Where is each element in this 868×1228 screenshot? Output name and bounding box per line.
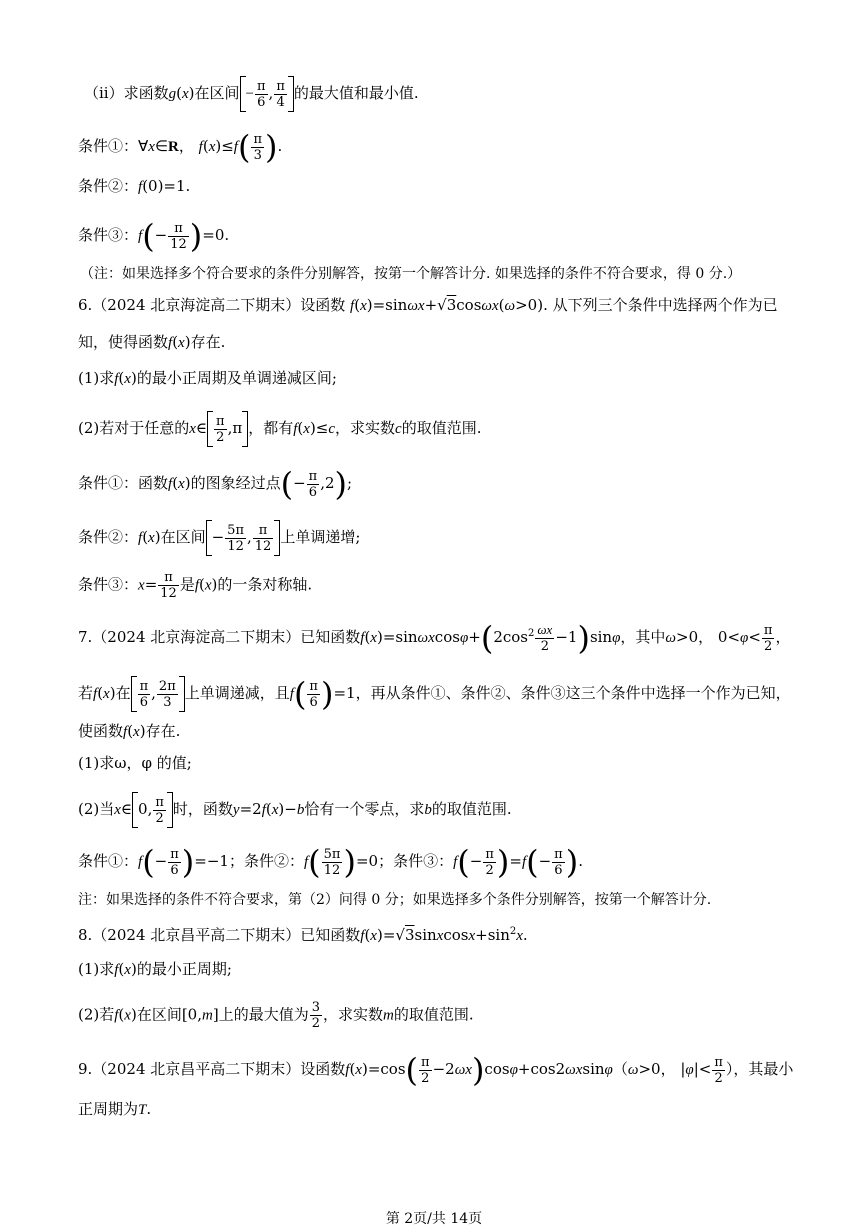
question-7-part-1: (1)求ω，φ 的值; — [78, 754, 192, 772]
question-8-stem: 8.（2024 北京昌平高二下期末）已知函数$f(x)=√3sinxcosx+\sin^2x$. — [78, 926, 528, 944]
condition-2: 条件②：f(0)=1. — [78, 177, 191, 195]
question-7-part-2: (2)当x∈ 0, $\frac{\pi}{2}$ 时，函数y=2f(x)−b恰有一个零点，求b的取值范围. — [78, 792, 808, 828]
question-6-part-1: (1)求f(x)的最小正周期及单调递减区间; — [78, 369, 337, 387]
question-6-stem-2: 知，使得函数f(x)存在. — [78, 333, 226, 351]
question-7-stem-2: 若f(x)在 $\frac{\pi}{6}$ , $\frac{2\pi}{3}$ 上单调递减，且f( $\frac{\pi}{6}$ )=1，再从条件①、条件②、条件③这三个条件中选择一个作为已知， — [78, 675, 791, 713]
question-6-stem: 6.（2024 北京海淀高二下期末）设函数 f(x)=sinωx+√3cosωx(ω>0). 从下列三个条件中选择两个作为已 — [78, 296, 778, 314]
page-footer: 第 2页/共 14页 — [385, 1211, 483, 1227]
question-9-stem-2: 正周期为T. — [78, 1100, 152, 1118]
question-9-stem: 9.（2024 北京昌平高二下期末）设函数f(x)=cos( $\frac{\pi}{2}$ −2ωx)cosφ+cos2ωxsinφ（ω>0， |φ|< $\frac{\pi}{2}$ ），其最小 — [78, 1051, 794, 1089]
question-6-condition-2: 条件②：f(x)在区间 − $\frac{5\pi}{12}$ , $\frac{\pi}{12}$ 上单调递增; — [78, 520, 808, 556]
question-6-condition-3: 条件③：x= $\frac{\pi}{12}$ 是f(x)的一条对称轴. — [78, 570, 313, 601]
question-7-stem: 7.（2024 北京海淀高二下期末）已知函数$f(x)=\sin\omega xcos\varphi+(2\cos^2$ $\frac{\omega x}{2}$ −1)sinφ，其中ω>0， 0<φ< $\frac{\pi}{2}$ ， — [78, 619, 791, 657]
subquestion-ii: （ii）求函数g(x)在区间 − $\frac{\pi}{6}$ , $\frac{\pi}{4}$ 的最大值和最小值. — [84, 76, 808, 112]
question-7-stem-3: 使函数f(x)存在. — [78, 722, 181, 740]
question-6-part-2: (2)若对于任意的x∈ $\frac{\pi}{2}$ ,π ，都有f(x)≤c，求实数c的取值范围. — [78, 411, 808, 447]
note-1: （注：如果选择多个符合要求的条件分别解答，按第一个解答计分. 如果选择的条件不符合要求，得 0 分.） — [80, 266, 742, 282]
question-6-condition-1: 条件①：函数f(x)的图象经过点(− $\frac{\pi}{6}$ ,2); — [78, 465, 353, 503]
note-2: 注：如果选择的条件不符合要求，第（2）问得 0 分；如果选择多个条件分别解答，按第一个解答计分. — [78, 892, 712, 908]
question-7-conditions: 条件①：f(− $\frac{\pi}{6}$ )=−1；条件②：f( $\frac{5\pi}{12}$ )=0；条件③：f(− $\frac{\pi}{2}$ )=f(− $\frac{\pi}{6}$ ). — [78, 843, 583, 881]
condition-3: 条件③：f(− $\frac{\pi}{12}$ )=0. — [78, 217, 230, 255]
condition-1: 条件①：∀x∈R， f(x)≤f( $\frac{\pi}{3}$ ). — [78, 128, 283, 166]
question-8-part-1: (1)求f(x)的最小正周期; — [78, 960, 232, 978]
question-8-part-2: (2)若f(x)在区间[0,m]上的最大值为 $\frac{3}{2}$ ，求实数m的取值范围. — [78, 1000, 474, 1031]
